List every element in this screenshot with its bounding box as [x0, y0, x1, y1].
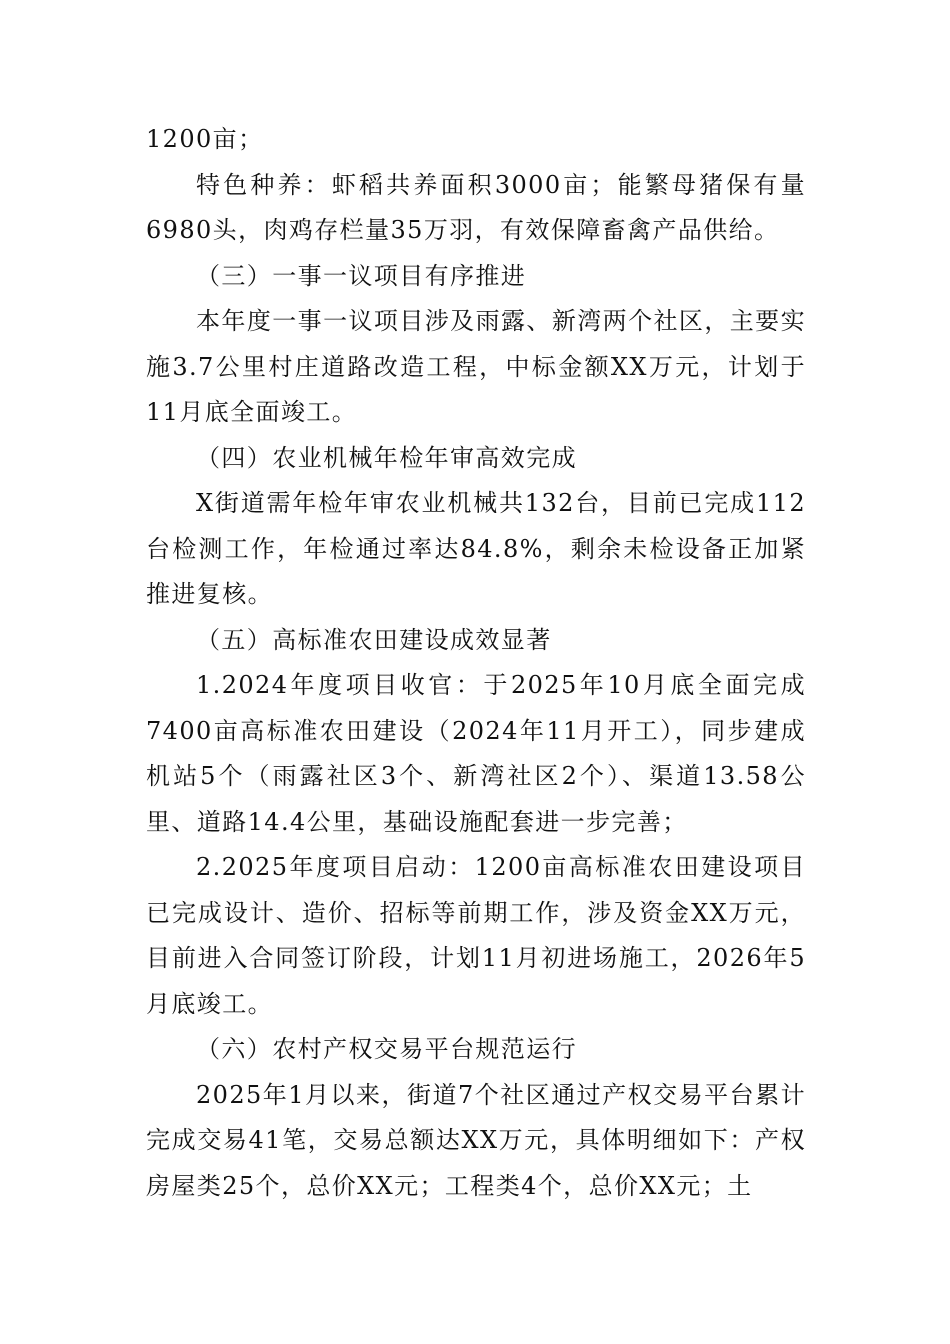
section-heading-3: （三）一事一议项目有序推进 — [196, 261, 527, 290]
section-heading-5: （五）高标准农田建设成效显著 — [196, 625, 552, 654]
section-heading-6: （六）农村产权交易平台规范运行 — [196, 1035, 577, 1063]
paragraph-continuation: 1200亩； — [146, 125, 264, 153]
paragraph-farmland-2025: 2.2025年度项目启动：1200亩高标准农田建设项目已完成设计、造价、招标等前期工作，涉及资金XX万元，目前进入合同签订阶段，计划11月初进场施工，2026年5月底竣工。 — [146, 853, 806, 1018]
paragraph-property-trading: 2025年1月以来，街道7个社区通过产权交易平台累计完成交易41笔，交易总额达XX万元，具体明细如下：产权房屋类25个，总价XX元；工程类4个，总价XX元；土 — [146, 1080, 806, 1200]
document-body — [146, 117, 806, 1209]
paragraph-project-roads: 本年度一事一议项目涉及雨露、新湾两个社区，主要实施3.7公里村庄道路改造工程，中标金额XX万元，计划于11月底全面竣工。 — [146, 307, 806, 426]
paragraph-farmland-2024: 1.2024年度项目收官：于2025年10月底全面完成7400亩高标准农田建设（2024年11月开工），同步建成机站5个（雨露社区3个、新湾社区2个）、渠道13.58公里、道路14.4公里，基础设施配套进一步完善； — [146, 671, 806, 836]
paragraph-specialty-farming: 特色种养：虾稻共养面积3000亩；能繁母猪保有量6980头，肉鸡存栏量35万羽，有效保障畜禽产品供给。 — [146, 170, 806, 244]
section-heading-4: （四）农业机械年检年审高效完成 — [196, 443, 577, 472]
paragraph-machinery-inspection: X街道需年检年审农业机械共132台，目前已完成112台检测工作，年检通过率达84.8%，剩余未检设备正加紧推进复核。 — [146, 489, 806, 608]
